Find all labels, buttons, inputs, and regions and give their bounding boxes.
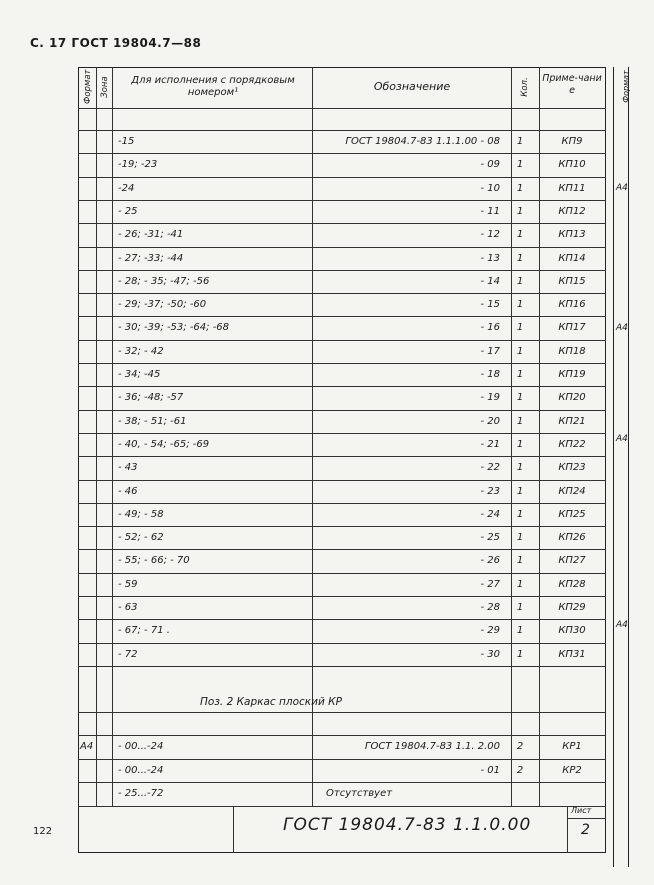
row-line	[78, 503, 606, 504]
sheet-label: Лист	[571, 806, 592, 815]
row-line	[78, 782, 606, 783]
row-line	[78, 247, 606, 248]
row-line	[78, 200, 606, 201]
row-note: КП23	[558, 462, 586, 474]
row-execution: -24	[118, 182, 135, 194]
row-qty: 1	[516, 438, 524, 450]
row-designation: - 19	[480, 392, 500, 404]
row-line	[78, 596, 606, 597]
row-line	[78, 480, 606, 481]
row-note: КП24	[558, 485, 586, 497]
row-qty: 1	[516, 485, 524, 497]
row-line	[78, 177, 606, 178]
row-execution: - 38; - 51; -61	[118, 415, 187, 427]
row-execution: - 63	[118, 602, 138, 613]
row-note: КП28	[558, 578, 586, 590]
row-designation: - 10	[480, 182, 500, 194]
row-qty: 1	[516, 136, 524, 147]
row-qty: 1	[516, 369, 524, 380]
row-note: КП20	[558, 392, 586, 404]
row-execution: - 27; -33; -44	[118, 252, 184, 264]
row-line	[78, 270, 606, 271]
row-designation: - 25	[480, 532, 500, 544]
row-note: КП31	[558, 648, 586, 660]
col-divider	[96, 67, 97, 806]
row-execution: - 00...-24	[118, 741, 164, 752]
row-qty: 1	[516, 275, 524, 287]
row-line	[78, 130, 606, 131]
row-designation: - 30	[480, 648, 500, 660]
row-designation: - 27	[480, 578, 500, 590]
header-format: Формат	[83, 69, 93, 104]
row-note: КП22	[558, 438, 586, 450]
row-line	[78, 666, 606, 667]
row-execution: -19; -23	[118, 159, 158, 171]
row-note: КР2	[562, 764, 582, 776]
row-execution: - 72	[118, 648, 138, 660]
row-execution: - 43	[118, 462, 138, 474]
row-line	[78, 386, 606, 387]
row-designation: - 28	[480, 602, 500, 613]
row-execution: - 26; -31; -41	[118, 229, 184, 241]
row-note: КП10	[558, 159, 586, 171]
margin-mark: А4	[616, 323, 628, 333]
row-line	[78, 153, 606, 154]
row-designation: - 22	[480, 462, 500, 474]
row-note: КП15	[558, 275, 586, 287]
document-code: ГОСТ 19804.7-83 1.1.0.00	[283, 815, 532, 835]
row-execution: - 25...-72	[118, 788, 164, 800]
header-divider	[78, 108, 606, 109]
row-qty: 1	[516, 648, 524, 660]
row-designation: - 16	[480, 322, 500, 334]
row-execution: - 34; -45	[118, 369, 161, 380]
row-designation: - 17	[480, 345, 500, 357]
row-designation: - 24	[480, 508, 500, 520]
row-execution: - 25	[118, 205, 138, 217]
row-designation: - 12	[480, 229, 500, 241]
row-designation: Отсутствует	[326, 788, 393, 800]
row-qty: 1	[516, 322, 524, 334]
row-designation: - 09	[480, 159, 500, 171]
row-note: КП25	[558, 508, 586, 520]
row-line	[78, 549, 606, 550]
row-qty: 1	[516, 508, 524, 520]
header-execution: Для исполнения с порядковым номером¹	[131, 75, 295, 98]
row-execution: - 49; - 58	[118, 508, 164, 520]
row-designation: - 23	[480, 485, 500, 497]
row-line	[78, 526, 606, 527]
row-line	[78, 759, 606, 760]
row-line	[78, 643, 606, 644]
row-qty: 1	[516, 578, 524, 590]
row-qty: 1	[516, 532, 524, 544]
row-execution: - 46	[118, 485, 138, 497]
row-line	[78, 573, 606, 574]
row-note: КП19	[558, 369, 586, 380]
row-qty: 1	[516, 602, 524, 613]
row-designation: - 20	[480, 415, 500, 427]
title-block-divider	[233, 806, 234, 853]
title-block-divider	[567, 818, 606, 819]
row-execution: - 28; - 35; -47; -56	[118, 275, 210, 287]
row-line	[78, 433, 606, 434]
row-qty: 1	[516, 462, 524, 474]
row-note: КП26	[558, 532, 586, 544]
row-qty: 2	[516, 764, 524, 776]
row-qty: 1	[516, 415, 524, 427]
row-format: А4	[80, 741, 94, 752]
margin-format-label: Формат	[621, 70, 631, 103]
row-execution: - 32; - 42	[118, 345, 164, 357]
row-note: КП14	[558, 252, 586, 264]
row-designation: - 13	[480, 252, 500, 264]
row-qty: 1	[516, 345, 524, 357]
row-designation: ГОСТ 19804.7-83 1.1.1.00 - 08	[345, 136, 500, 147]
margin-mark: А4	[616, 183, 628, 193]
row-execution: - 67; - 71 .	[118, 625, 170, 637]
row-qty: 1	[516, 205, 524, 217]
row-note: КП27	[558, 555, 586, 567]
row-execution: - 29; -37; -50; -60	[118, 299, 207, 311]
section-title: Поз. 2 Каркас плоский КР	[200, 696, 342, 708]
row-execution: - 30; -39; -53; -64; -68	[118, 322, 230, 334]
row-line	[78, 735, 606, 736]
row-designation: - 29	[480, 625, 500, 637]
row-note: КР1	[562, 741, 582, 752]
margin-mark: А4	[616, 620, 628, 630]
row-execution: - 52; - 62	[118, 532, 164, 544]
row-designation: - 26	[480, 555, 500, 567]
row-execution: - 00...-24	[118, 764, 164, 776]
col-divider	[112, 67, 113, 806]
row-qty: 1	[516, 555, 524, 567]
row-qty: 1	[516, 252, 524, 264]
row-line	[78, 712, 606, 713]
row-note: КП17	[558, 322, 586, 334]
header-zone: Зона	[100, 76, 110, 98]
page-number: 122	[33, 826, 53, 837]
row-designation: - 01	[480, 764, 500, 776]
row-designation: ГОСТ 19804.7-83 1.1. 2.00	[364, 741, 500, 752]
row-designation: - 21	[480, 438, 500, 450]
row-note: КП21	[558, 415, 586, 427]
row-execution: - 40, - 54; -65; -69	[118, 438, 210, 450]
row-note: КП9	[561, 136, 583, 147]
row-qty: 1	[516, 229, 524, 241]
row-note: КП11	[558, 182, 586, 194]
row-execution: -15	[118, 136, 135, 147]
header-qty: Кол.	[520, 77, 530, 97]
row-qty: 1	[516, 392, 524, 404]
row-line	[78, 223, 606, 224]
title-block-divider	[567, 806, 568, 853]
row-note: КП29	[558, 602, 586, 613]
row-qty: 1	[516, 625, 524, 637]
row-note: КП30	[558, 625, 586, 637]
col-divider	[539, 67, 540, 806]
row-note: КП16	[558, 299, 586, 311]
row-qty: 2	[516, 741, 524, 752]
row-qty: 1	[516, 299, 524, 311]
row-line	[78, 293, 606, 294]
row-qty: 1	[516, 182, 524, 194]
row-designation: - 14	[480, 275, 500, 287]
sheet-number: 2	[581, 822, 590, 838]
header-note: Приме-чание	[542, 73, 602, 96]
title-block-top	[78, 806, 606, 807]
row-note: КП12	[558, 205, 586, 217]
row-line	[78, 316, 606, 317]
row-note: КП18	[558, 345, 586, 357]
row-designation: - 11	[480, 205, 500, 217]
row-execution: - 36; -48; -57	[118, 392, 184, 404]
row-designation: - 18	[480, 369, 500, 380]
row-line	[78, 456, 606, 457]
margin-mark: А4	[616, 434, 628, 444]
header-designation: Обозначение	[373, 80, 451, 93]
row-execution: - 55; - 66; - 70	[118, 555, 190, 567]
row-execution: - 59	[118, 578, 138, 590]
row-qty: 1	[516, 159, 524, 171]
page-header: С. 17 ГОСТ 19804.7—88	[30, 36, 202, 50]
row-line	[78, 340, 606, 341]
row-designation: - 15	[480, 299, 500, 311]
row-line	[78, 619, 606, 620]
row-line	[78, 363, 606, 364]
row-line	[78, 410, 606, 411]
col-divider	[511, 67, 512, 806]
row-note: КП13	[558, 229, 586, 241]
